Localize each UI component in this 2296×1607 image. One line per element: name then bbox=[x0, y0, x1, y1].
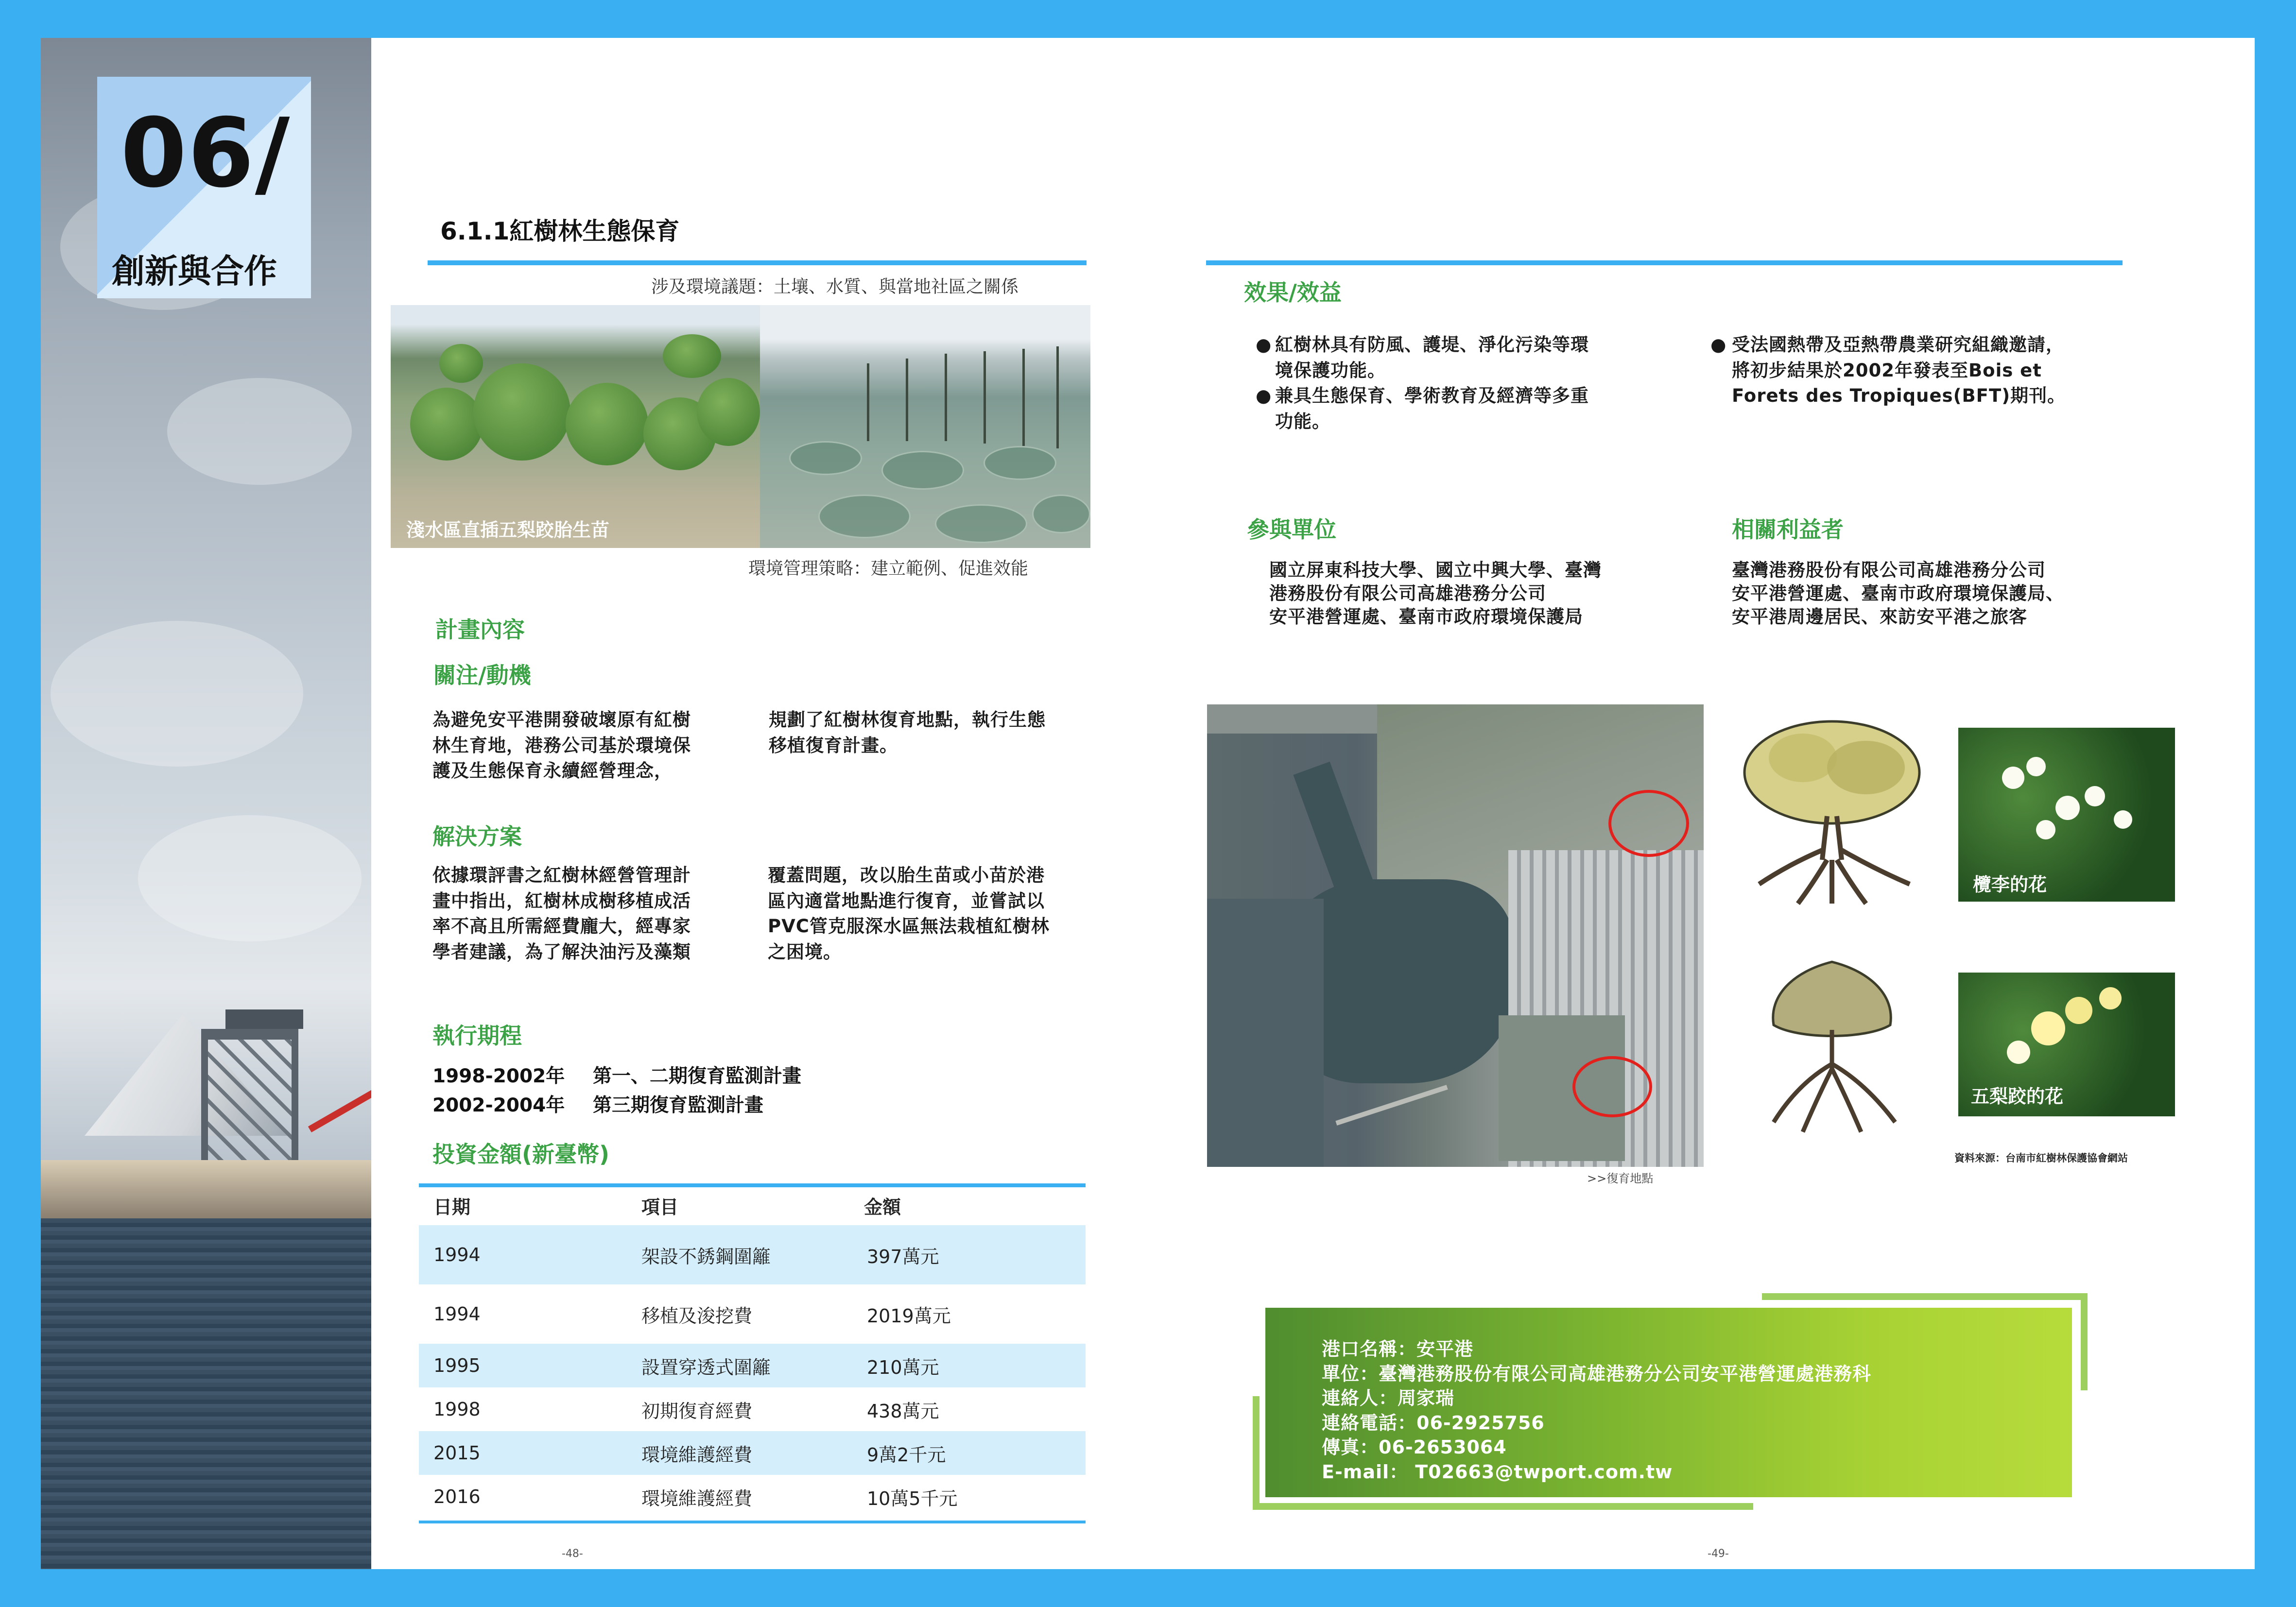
section-heading: 6.1.1紅樹林生態保育 bbox=[440, 217, 680, 245]
map-caption: >>復育地點 bbox=[1587, 1172, 1654, 1185]
cloud bbox=[138, 815, 362, 941]
chapter-title: 創新與合作 bbox=[112, 253, 277, 291]
solution-col2: 覆蓋問題，改以胎生苗或小苗於港 區內適當地點進行復育，並嘗試以 PVC管克服深水區無法栽植紅樹林 之困境。 bbox=[768, 865, 1050, 962]
effect-title: 效果/效益 bbox=[1244, 279, 1342, 306]
env-issue-text: 涉及環境議題：土壤、水質、與當地社區之關係 bbox=[651, 277, 1019, 297]
heading-rule bbox=[428, 260, 1087, 265]
plan-title: 計畫內容 bbox=[435, 616, 525, 643]
period-list bbox=[432, 1062, 801, 1121]
page-number-left: -48- bbox=[562, 1548, 583, 1560]
contact-email[interactable]: E-mail： T02663@twport.com.tw bbox=[1322, 1461, 1673, 1483]
right-top-rule bbox=[1206, 260, 2123, 265]
harbor-wall bbox=[41, 1160, 371, 1218]
table-row: 1994 架設不銹鋼圍籬 397萬元 bbox=[419, 1225, 1086, 1284]
table-row: 2015 環境維護經費 9萬2千元 bbox=[419, 1431, 1086, 1475]
cloud bbox=[51, 621, 303, 767]
flower1-caption: 欖李的花 bbox=[1973, 874, 2047, 895]
pvc-planting-photo bbox=[760, 305, 1090, 548]
stakeholders-title: 相關利益者 bbox=[1732, 516, 1844, 543]
participants-text: 國立屏東科技大學、國立中興大學、臺灣 港務股份有限公司高雄港務分公司 安平港營運處、臺南市政府環境保護局 bbox=[1269, 560, 1602, 628]
motive-col1: 為避免安平港開發破壞原有紅樹 林生育地，港務公司基於環境保 護及生態保育永續經營理念， bbox=[432, 709, 691, 782]
motive-title: 關注/動機 bbox=[433, 662, 531, 688]
effect-bullet: ● 兼具生態保育、學術教育及經濟等多重 功能。 bbox=[1256, 385, 1589, 432]
crane-top bbox=[225, 1009, 303, 1029]
crane-structure bbox=[201, 1029, 298, 1175]
contact-person: 連絡人：周家瑞 bbox=[1322, 1387, 1455, 1409]
flower2-caption: 五梨跤的花 bbox=[1971, 1086, 2064, 1107]
table-row: 1994 移植及浚挖費 2019萬元 bbox=[433, 1303, 951, 1327]
contact-unit: 單位：臺灣港務股份有限公司高雄港務分公司安平港營運處港務科 bbox=[1322, 1363, 1872, 1385]
source-note: 資料來源：台南市紅樹林保護協會網站 bbox=[1954, 1152, 2128, 1164]
effect-bullet: ● 紅樹林具有防風、護堤、淨化污染等環 境保護功能。 bbox=[1256, 334, 1589, 381]
contact-port: 港口名稱：安平港 bbox=[1322, 1338, 1474, 1360]
chapter-number: 06/ bbox=[121, 98, 291, 209]
period-row: 2002-2004年 第三期復育監測計畫 bbox=[432, 1094, 764, 1117]
stakeholders-text: 臺灣港務股份有限公司高雄港務分公司 安平港營運處、臺南市政府環境保護局、 安平港周邊居民、來訪安平港之旅客 bbox=[1732, 560, 2064, 628]
effect-bullet: ● 受法國熱帶及亞熱帶農業研究組織邀請， 將初步結果於2002年發表至Bois et Forets des Tropiques(BFT)期刊。 bbox=[1710, 334, 2066, 407]
contact-phone: 連絡電話：06-2925756 bbox=[1322, 1412, 1545, 1434]
table-row: 2016 環境維護經費 10萬5千元 bbox=[433, 1486, 958, 1509]
effect-col2 bbox=[1710, 332, 2138, 409]
solution-title: 解決方案 bbox=[432, 823, 522, 850]
mangrove-tree-icon bbox=[1730, 714, 1934, 908]
contact-fax: 傳真：06-2653064 bbox=[1322, 1436, 1507, 1458]
strategy-text: 環境管理策略：建立範例、促進效能 bbox=[748, 559, 1029, 579]
harbor-water bbox=[41, 1218, 371, 1569]
period-row: 1998-2002年 第一、二期復育監測計畫 bbox=[432, 1065, 802, 1087]
table-header-row: 日期 項目 金額 bbox=[433, 1196, 901, 1218]
invest-title: 投資金額(新臺幣) bbox=[432, 1141, 610, 1167]
crane-arm bbox=[308, 1078, 371, 1132]
mangrove-seedling-photo bbox=[391, 305, 760, 548]
table-row: 1998 初期復育經費 438萬元 bbox=[433, 1399, 939, 1422]
contact-box bbox=[1265, 1308, 2072, 1497]
restoration-site-map bbox=[1207, 704, 1704, 1167]
page-number-right: -49- bbox=[1708, 1548, 1729, 1560]
table-row: 1995 設置穿透式圍籬 210萬元 bbox=[419, 1344, 1086, 1387]
photo-caption: 淺水區直插五梨跤胎生苗 bbox=[406, 519, 610, 541]
period-title: 執行期程 bbox=[432, 1023, 522, 1049]
effect-col1 bbox=[1256, 332, 1674, 434]
participants-title: 參與單位 bbox=[1247, 516, 1336, 543]
cloud bbox=[167, 378, 352, 485]
mangrove-root-tree-icon bbox=[1740, 957, 1924, 1137]
motive-col2: 規劃了紅樹林復育地點，執行生態 移植復育計畫。 bbox=[769, 709, 1046, 756]
table-bottom-rule bbox=[419, 1521, 1086, 1523]
investment-table bbox=[419, 1185, 1086, 1519]
solution-col1: 依據環評書之紅樹林經營管理計 畫中指出，紅樹林成樹移植成活 率不高且所需經費龐大，經專家 學者建議，為了解決油污及藻類 bbox=[432, 865, 691, 962]
